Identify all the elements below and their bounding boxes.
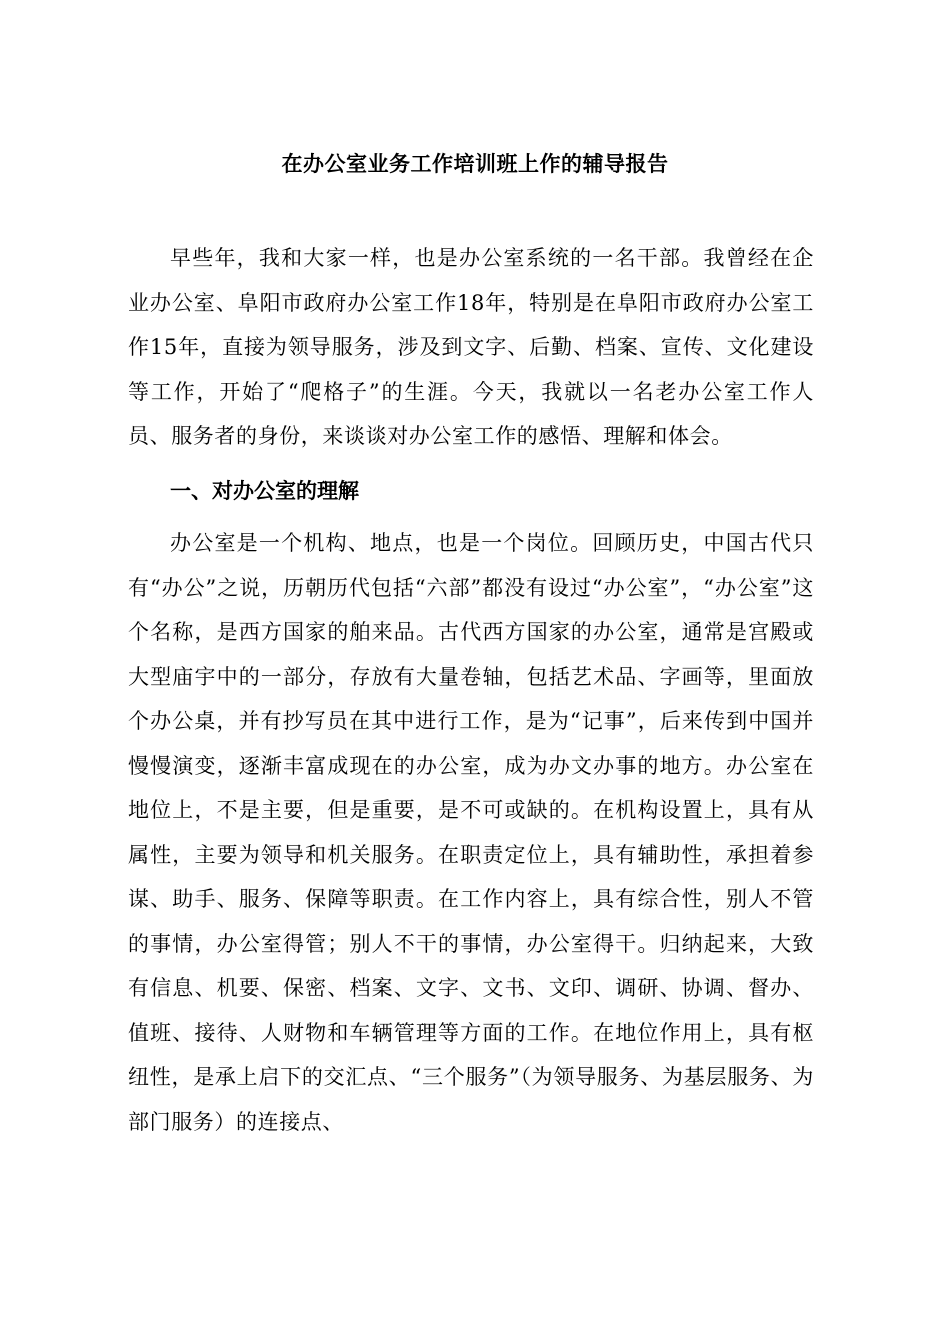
- document-title: 在办公室业务工作培训班上作的辅导报告: [281, 151, 669, 176]
- document-body: [128, 236, 814, 1144]
- intro-paragraph: 早些年，我和大家一样，也是办公室系统的一名干部。我曾经在企业办公室、阜阳市政府办公室工作18年，特别是在阜阳市政府办公室工作15年，直接为领导服务，涉及到文字、后勤、档案、宣传、文化建设等工作，开始了“爬格子”的生涯。今天，我就以一名老办公室工作人员、服务者的身份，来谈谈对办公室工作的感悟、理解和体会。: [128, 246, 814, 448]
- section-1-paragraph: 办公室是一个机构、地点，也是一个岗位。回顾历史，中国古代只有“办公”之说，历朝历代包括“六部”都没有设过“办公室”，“办公室”这个名称，是西方国家的舶来品。古代西方国家的办公室，通常是宫殿或大型庙宇中的一部分，存放有大量卷轴，包括艺术品、字画等，里面放个办公桌，并有抄写员在其中进行工作，是为“记事”，后来传到中国并慢慢演变，逐渐丰富成现在的办公室，成为办文办事的地方。办公室在地位上，不是主要，但是重要，是不可或缺的。在机构设置上，具有从属性，主要为领导和机关服务。在职责定位上，具有辅助性，承担着参谋、助手、服务、保障等职责。在工作内容上，具有综合性，别人不管的事情，办公室得管；别人不干的事情，办公室得干。归纳起来，大致有信息、机要、保密、档案、文字、文书、文印、调研、协调、督办、值班、接待、人财物和车辆管理等方面的工作。在地位作用上，具有枢纽性，是承上启下的交汇点、“三个服务”（为领导服务、为基层服务、为部门服务）的连接点、: [128, 531, 814, 1134]
- section-heading-1: 一、对办公室的理解: [170, 478, 359, 503]
